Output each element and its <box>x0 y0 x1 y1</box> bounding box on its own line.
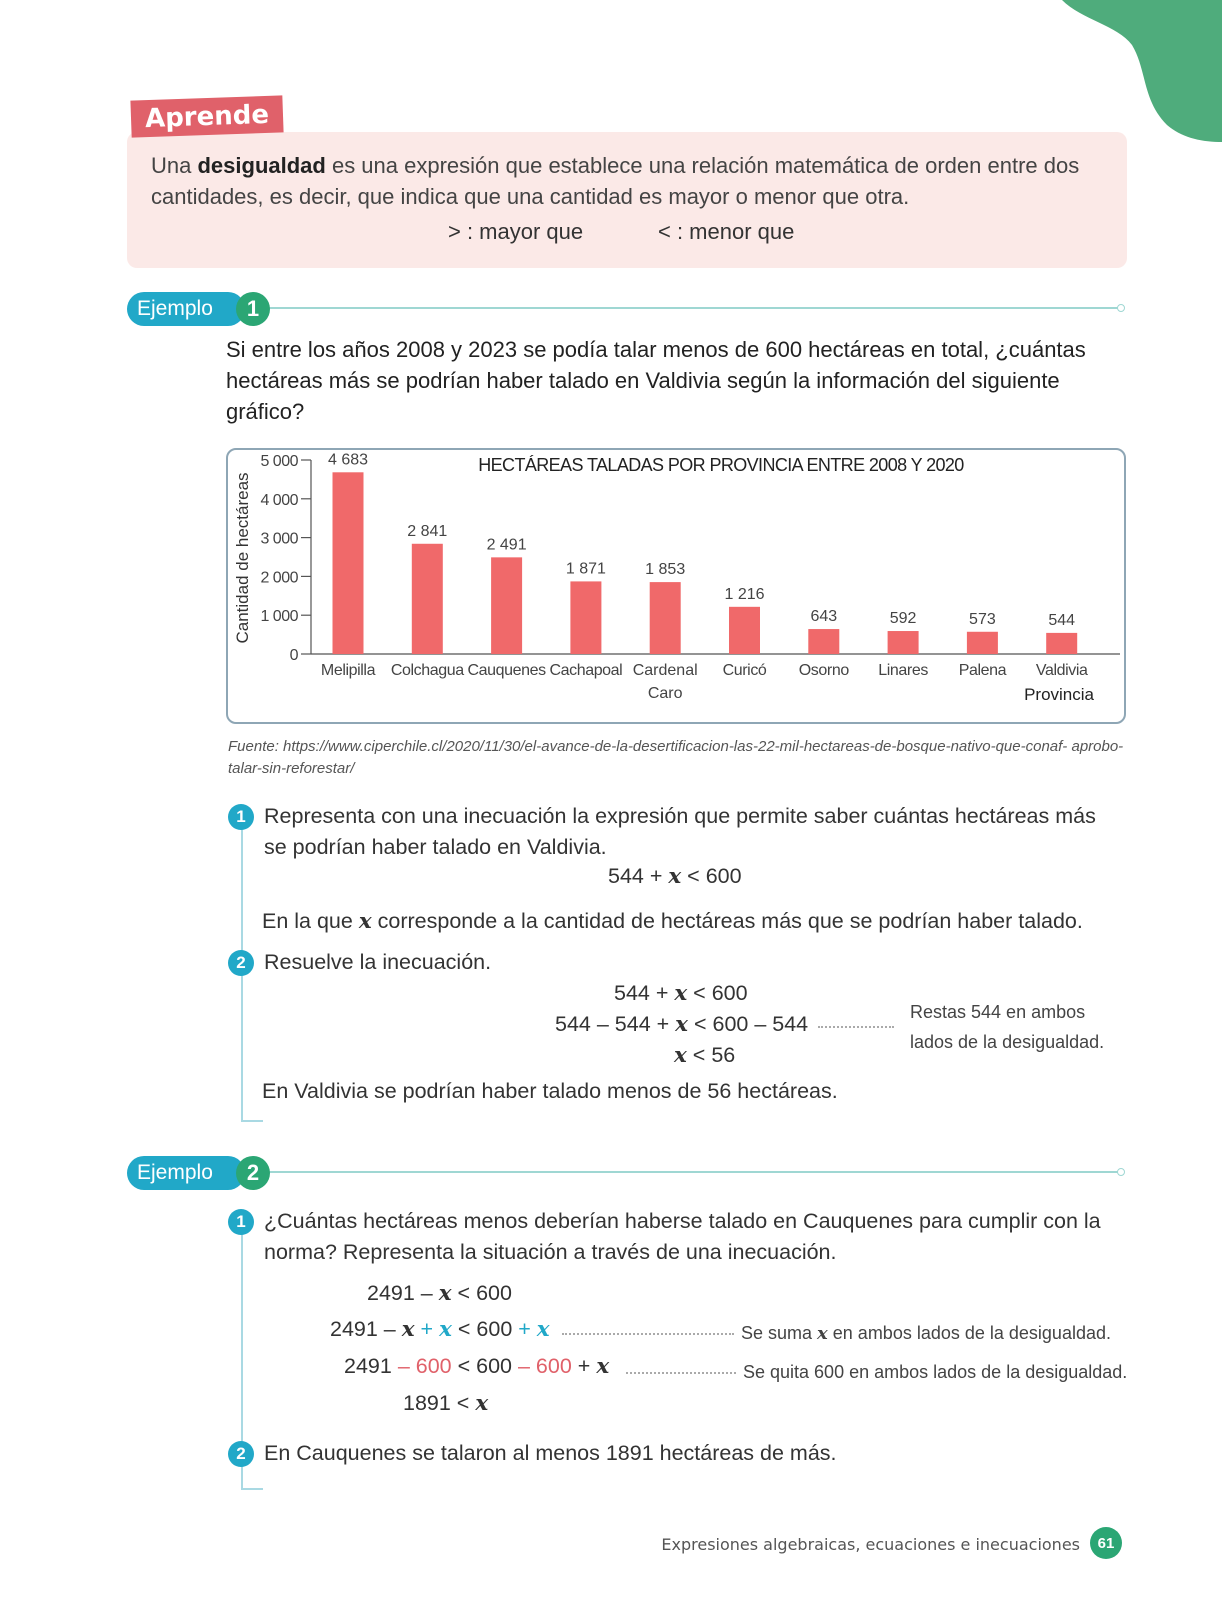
chart-title: HECTÁREAS TALADAS POR PROVINCIA ENTRE 2008 Y 2020 <box>478 455 964 475</box>
ejemplo2-rule-end <box>1117 1168 1125 1176</box>
solve-line-3: x < 56 <box>674 1043 736 1068</box>
step2-text: Resuelve la inecuación. <box>264 950 492 974</box>
definition-pre: Una <box>151 153 198 178</box>
ejemplo2-rule <box>262 1171 1120 1173</box>
ex2-line-1: 2491 – x < 600 <box>367 1281 512 1306</box>
bar-cardenal-caro <box>650 582 681 654</box>
y-axis-label: Cantidad de hectáreas <box>233 472 252 644</box>
note1-post: en ambos lados de la desigualdad. <box>827 1323 1111 1343</box>
step1-text: Representa con una inecuación la expresión que permite saber cuántas hectáreas más se podrían haber talado en Valdivia. <box>264 804 1096 859</box>
ejemplo1-rule-end <box>1117 304 1125 312</box>
footer-chapter: Expresiones algebraicas, ecuaciones e inecuaciones <box>661 1535 1080 1554</box>
ex2-note1-leader <box>562 1333 734 1335</box>
ex2-note1 <box>741 1318 1111 1349</box>
ejemplo1-steps-hook <box>241 1120 263 1122</box>
data-label: 1 216 <box>724 585 765 603</box>
data-label: 1 853 <box>645 561 686 579</box>
ejemplo1-conclusion: En Valdivia se podrían haber talado menos de 56 hectáreas. <box>262 1079 838 1103</box>
x-tick-label: Cardenal <box>632 662 698 679</box>
ejemplo2-number: 2 <box>236 1156 270 1190</box>
data-label: 592 <box>889 610 917 628</box>
y-tick-label: 4 000 <box>260 491 298 509</box>
ex2-line-2: 2491 – x + x < 600 + x <box>330 1317 550 1342</box>
ex2-step2-number: 2 <box>228 1441 254 1467</box>
ex2-line-3: 2491 – 600 < 600 – 600 + x <box>344 1354 610 1379</box>
solve-line-2: 544 – 544 + x < 600 – 544 <box>555 1012 809 1037</box>
y-tick-label: 3 000 <box>260 530 298 548</box>
solve-line-1: 544 + x < 600 <box>614 981 748 1006</box>
step2-number: 2 <box>228 950 254 976</box>
x-tick-label: Curicó <box>722 662 767 679</box>
y-tick-label: 0 <box>289 647 298 664</box>
bar-colchagua <box>412 544 443 654</box>
ejemplo2-label: Ejemplo <box>127 1156 245 1190</box>
explain-post: corresponde a la cantidad de hectáreas más que se podrían haber talado. <box>371 909 1083 933</box>
bar-cauquenes <box>491 557 522 654</box>
x-tick-label: Cachapoal <box>549 662 623 679</box>
symbol-greater: > : mayor que <box>448 219 584 244</box>
data-label: 544 <box>1048 611 1076 629</box>
bar-melipilla <box>333 472 364 654</box>
x-tick-label: Palena <box>958 662 1007 679</box>
chart-source: Fuente: https://www.ciperchile.cl/2020/11/30/el-avance-de-la-desertificacion-las-22-mil-hectareas-de-bosque-nativo-que-conaf- aprobo-talar-sin-reforestar/ <box>228 738 1124 777</box>
definition-post: es una expresión que establece una relación matemática de orden entre dos cantidades, es decir, que indica que una cantidad es mayor o menor que otra. <box>151 153 1080 209</box>
y-tick-label: 1 000 <box>260 608 298 626</box>
x-tick-label: Osorno <box>798 662 849 679</box>
ex2-step1-text: ¿Cuántas hectáreas menos deberían haberse talado en Cauquenes para cumplir con la norma? Representa la situación a través de una inecuación. <box>264 1209 1101 1264</box>
ex2-note2-leader <box>626 1372 736 1374</box>
bar-linares <box>888 631 919 654</box>
data-label: 2 841 <box>407 522 448 540</box>
ex2-line-4: 1891 < x <box>403 1391 489 1416</box>
aprende-definition <box>151 150 1111 212</box>
y-tick-label: 5 000 <box>260 453 298 470</box>
bar-osorno <box>808 629 839 654</box>
ex2-note2: Se quita 600 en ambos lados de la desigualdad. <box>743 1362 1128 1382</box>
explain-var: x <box>358 909 372 934</box>
step1-explanation <box>262 906 1132 937</box>
ejemplo1-rule <box>262 307 1120 309</box>
x-tick-label: Caro <box>647 685 683 702</box>
page-number: 61 <box>1090 1527 1122 1559</box>
inequation-1: 544 + x < 600 <box>608 864 742 889</box>
data-label: 1 871 <box>565 560 606 578</box>
bar-cachapoal <box>570 581 601 654</box>
x-tick-label: Melipilla <box>320 662 376 679</box>
solve-note: Restas 544 en ambos lados de la desigualdad. <box>910 1002 1105 1052</box>
step1-number: 1 <box>228 804 254 830</box>
data-label: 573 <box>969 610 996 628</box>
x-tick-label: Colchagua <box>390 662 464 679</box>
data-label: 4 683 <box>327 451 369 469</box>
solve-note-leader <box>818 1026 894 1028</box>
x-axis-label: Provincia <box>1024 685 1094 704</box>
symbol-less: < : menor que <box>658 219 795 244</box>
note1-pre: Se suma <box>741 1323 818 1343</box>
ejemplo1-number: 1 <box>236 292 270 326</box>
data-label: 2 491 <box>486 536 527 554</box>
bar-valdivia <box>1046 633 1077 654</box>
x-tick-label: Linares <box>878 662 928 679</box>
ex2-step2-text: En Cauquenes se talaron al menos 1891 hectáreas de más. <box>264 1441 837 1465</box>
data-label: 643 <box>810 608 838 626</box>
definition-term: desigualdad <box>197 153 326 178</box>
bar-curicó <box>729 607 760 654</box>
aprende-tag: Aprende <box>130 95 283 137</box>
bar-palena <box>967 632 998 654</box>
corner-decoration <box>1022 0 1222 150</box>
ex2-step1-number: 1 <box>228 1209 254 1235</box>
explain-pre: En la que <box>262 909 359 933</box>
x-tick-label: Valdivia <box>1035 662 1088 679</box>
y-tick-label: 2 000 <box>260 569 298 587</box>
x-tick-label: Cauquenes <box>467 662 546 679</box>
bar-chart <box>226 448 1126 724</box>
ejemplo1-question: Si entre los años 2008 y 2023 se podía talar menos de 600 hectáreas en total, ¿cuántas hectáreas más se podrían haber talado en Valdivia según la información del siguiente gráfico? <box>226 337 1086 424</box>
note1-var: x <box>817 1323 828 1344</box>
ejemplo1-label: Ejemplo <box>127 292 245 326</box>
ejemplo2-steps-hook <box>241 1488 263 1490</box>
